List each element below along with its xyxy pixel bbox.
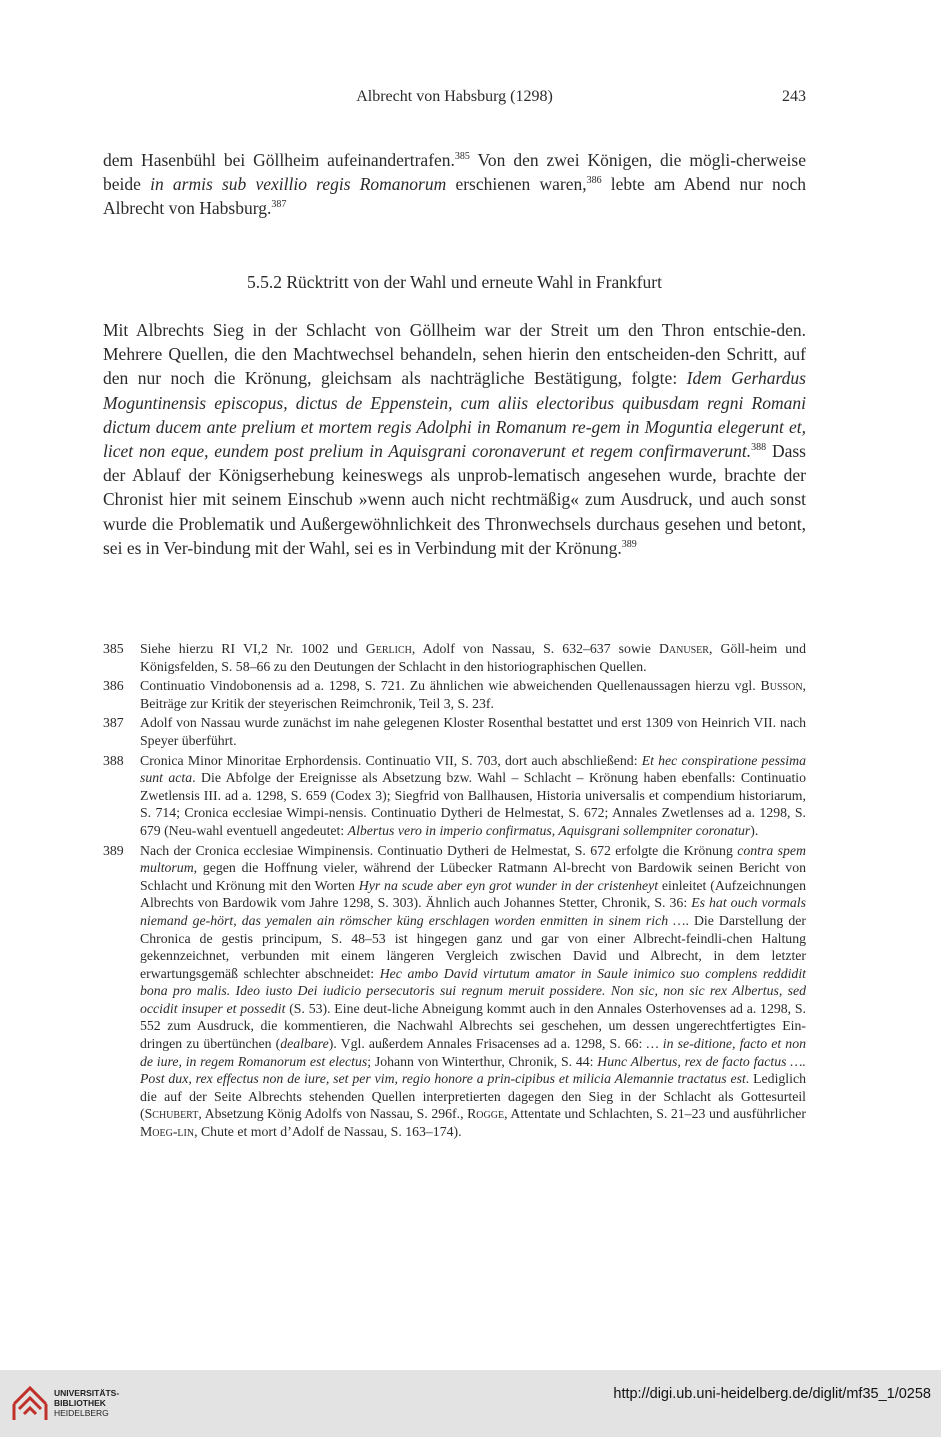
italic-text: … in se-ditione, facto et non de iure, in regem Romanorum est electus [140,1036,806,1069]
text-run: , Göll-heim und Königsfelden, S. 58–66 zu den Deutungen der Schlacht in den historiographischen Quellen. [140,641,806,674]
author-name: Schubert [144,1106,199,1122]
footnotes [103,640,806,1143]
logo-line: BIBLIOTHEK [54,1398,106,1408]
text-run: , Attentate und Schlachten, S. 21–23 und ausführlicher [504,1106,806,1122]
italic-text: in armis sub vexillio regis Romanorum [150,174,447,195]
logo-line: UNIVERSITÄTS- [54,1388,120,1398]
italic-text: Hyr na scude aber eyn grot wunder in der cristenheyt [358,877,659,893]
text-run: , Adolf von Nassau, S. 632–637 sowie [411,641,659,656]
footnote-387 [103,714,806,749]
text-run: einleitet (Aufzeichnungen Albrechts von Bardowik vom Jahre 1298, S. 303). Ähnlich auch Johannes Stetter, Chronik, S. 36: [140,877,806,911]
running-title: Albrecht von Habsburg (1298) [356,88,553,105]
text-run: Continuatio Vindobonensis ad a. 1298, S. 721. Zu ähnlichen wie abweichenden Quellenaussagen hierzu vgl. [140,678,761,694]
text-run: , gegen die Hoffnung vieler, während der Lübecker Ratmann Al-brecht von Bardowik seinen Bericht von Schlacht und Krönung mit den Worten [140,860,806,893]
italic-text: Es hat ouch vormals niemand ge-hört, das yemalen ain römscher küng erschlagen worden enmitten in sinem rich … [140,895,806,928]
italic-text: Et hec conspiratione pessima sunt acta [140,752,806,786]
author-name: Moeg-lin [140,1124,195,1140]
paragraph-2 [103,318,806,560]
italic-text: contra spem multorum [140,842,806,876]
paragraph-1 [103,148,806,221]
footnote-386 [103,677,806,712]
italic-text: dealbare [280,1036,329,1052]
text-run: , Beiträge zur Kritik der steyerischen Reimchronik, Teil 3, S. 23f. [140,678,806,711]
footnote-number: 388 [103,752,124,768]
text-run: Cronica Minor Minoritae Erphordensis. Continuatio VII, S. 703, dort auch abschließend: [140,752,642,768]
text-run: Adolf von Nassau wurde zunächst im nahe gelegenen Kloster Rosenthal bestattet und erst 1309 von Heinrich VII. nach Speyer überführt. [140,715,806,748]
text-run: , Chute et mort d’Adolf de Nassau, S. 163–174). [194,1124,462,1140]
text-run: Siehe hierzu RI VI,2 Nr. 1002 und [140,641,366,656]
footnote-385 [103,640,806,675]
text-run: dem Hasenbühl bei Göllheim aufeinandertrafen. [103,150,455,170]
text-run: ). [750,822,759,838]
italic-text: Albertus vero in imperio confirmatus, Aquisgrani sollempniter coronatur [347,822,751,838]
library-logo-text [54,1388,119,1418]
text-run: Dass der Ablauf der Königserhebung keineswegs als unprob-lematisch angesehen wurde, brachte der Chronist hier mit seinem Einschub »wenn auch nicht rechtmäßig« zum Ausdruck, und auch sonst wurde die Problematik und Außergewöhnlichkeit des Thronwechsels durchaus gesehen und betont, sei es in Ver-bindung mit der Wahl, sei es in Verbindung mit der Krönung. [103,441,806,558]
footnote-ref: 387 [271,199,287,211]
text-run: . Lediglich die auf der Seite Albrechts stehenden Quellen interpretierten dagegen den Sieg in der Schlacht als Gottesurteil ( [140,1071,806,1122]
footnote-ref: 388 [751,442,767,454]
text-run: , Absetzung König Adolfs von Nassau, S. 296f., [198,1106,468,1122]
footnote-389 [103,842,806,1141]
text-run: Mit Albrechts Sieg in der Schlacht von Göllheim war der Streit um den Thron entschie-den. Mehrere Quellen, die den Machtwechsel behandeln, sehen hierin den entscheiden-den Schritt, auf den nur noch die Krönung, gleichsam als nachträgliche Bestätigung, folgte: [103,320,806,389]
page-number: 243 [782,88,806,105]
university-library-logo-icon[interactable] [10,1384,50,1424]
page-header [103,88,806,112]
text-run: Von den zwei Königen, die mögli-cherweise beide [103,150,806,195]
footer-bar [0,1370,941,1437]
footnote-number: 387 [103,715,124,731]
italic-text: Idem Gerhardus Moguntinensis episcopus, dictus de Eppenstein, cum aliis electoribus quibusdam regni Romani dictum ducem ante prelium et mortem regis Adolphi in Romanum re-gem in Moguntia elegerunt et, licet non eque, eundem post prelium in Aquisgrani coronaverunt et regem confirmaverunt. [103,368,806,462]
footnote-number: 389 [103,842,124,858]
text-run: (S. 53). Eine deut-liche Abneigung kommt auch in den Annales Osterhovenses ad a. 1298, S. 552 zum Ausdruck, die kommentieren, die Nachwahl Albrechts sei geschehen, um dessen ungerechtfertigtes Ein-dringen zu übertünchen ( [140,1000,806,1052]
text-run: erschienen waren, [446,174,587,195]
logo-line: HEIDELBERG [54,1408,109,1418]
text-run: lebte am Abend nur noch Albrecht von Habsburg. [103,174,806,219]
footnote-number: 386 [103,678,124,694]
text-run: . Die Darstellung der Chronica de gestis principum, S. 48–53 ist hingegen ganz und gar von einer Albrecht-feindli-chen Haltung gekennzeichnet, verbunden mit einem längeren Vergleich zwischen David und Albrecht, in dem letzter erwartungsgemäß schlechter abschneidet: [140,912,806,981]
footnote-ref: 386 [586,175,602,187]
section-heading: 5.5.2 Rücktritt von der Wahl und erneute Wahl in Frankfurt [247,272,662,292]
author-name: Gerlich [365,641,412,656]
text-run: . Die Abfolge der Ereignisse als Absetzung bzw. Wahl – Schlacht – Krönung haben ebenfalls: Continuatio Zwetlensis III. ad a. 1298, S. 659 (Codex 3); Siegfrid von Ballhausen, Historia universalis et compendium historiarum, S. 714; Cronica ecclesiae Wimpi-nensis. Continuatio Dytheri de Helmestat, S. 672; Annales Zwetlenses ad a. 1298, S. 679 (Neu-wahl eventuell angedeutet: [140,770,807,838]
footnote-number: 385 [103,641,124,656]
footnote-ref: 389 [621,539,637,550]
text-run: ; Johann von Winterthur, Chronik, S. 44: [367,1053,598,1069]
author-name: Danuser [658,641,709,656]
text-run: ). Vgl. außerdem Annales Frisacenses ad a. 1298, S. 66: [328,1036,647,1052]
source-url[interactable]: http://digi.ub.uni-heidelberg.de/diglit/mf35_1/0258 [613,1386,931,1402]
footnote-388 [103,752,806,840]
italic-text: Hec ambo David virtutum amator in Saule inimico suo complens reddidit bona pro malis. Ideo iusto Dei iudicio persecutoris sui regnum meruit possidere. Non sic, non sic rex Albertus, sed occidit insuper et possedit [140,965,806,1016]
author-name: Rogge [467,1106,505,1122]
italic-text: Hunc Albertus, rex de facto factus …. Post dux, rex effectus non de iure, set per vim, regio honore a prin-cipibus et milicia Alemannie tractatus est [140,1053,806,1087]
footnote-ref: 385 [454,151,470,163]
text-run: Nach der Cronica ecclesiae Wimpinensis. Continuatio Dytheri de Helmestat, S. 672 erfolgte die Krönung [140,842,738,858]
author-name: Busson [760,678,803,694]
